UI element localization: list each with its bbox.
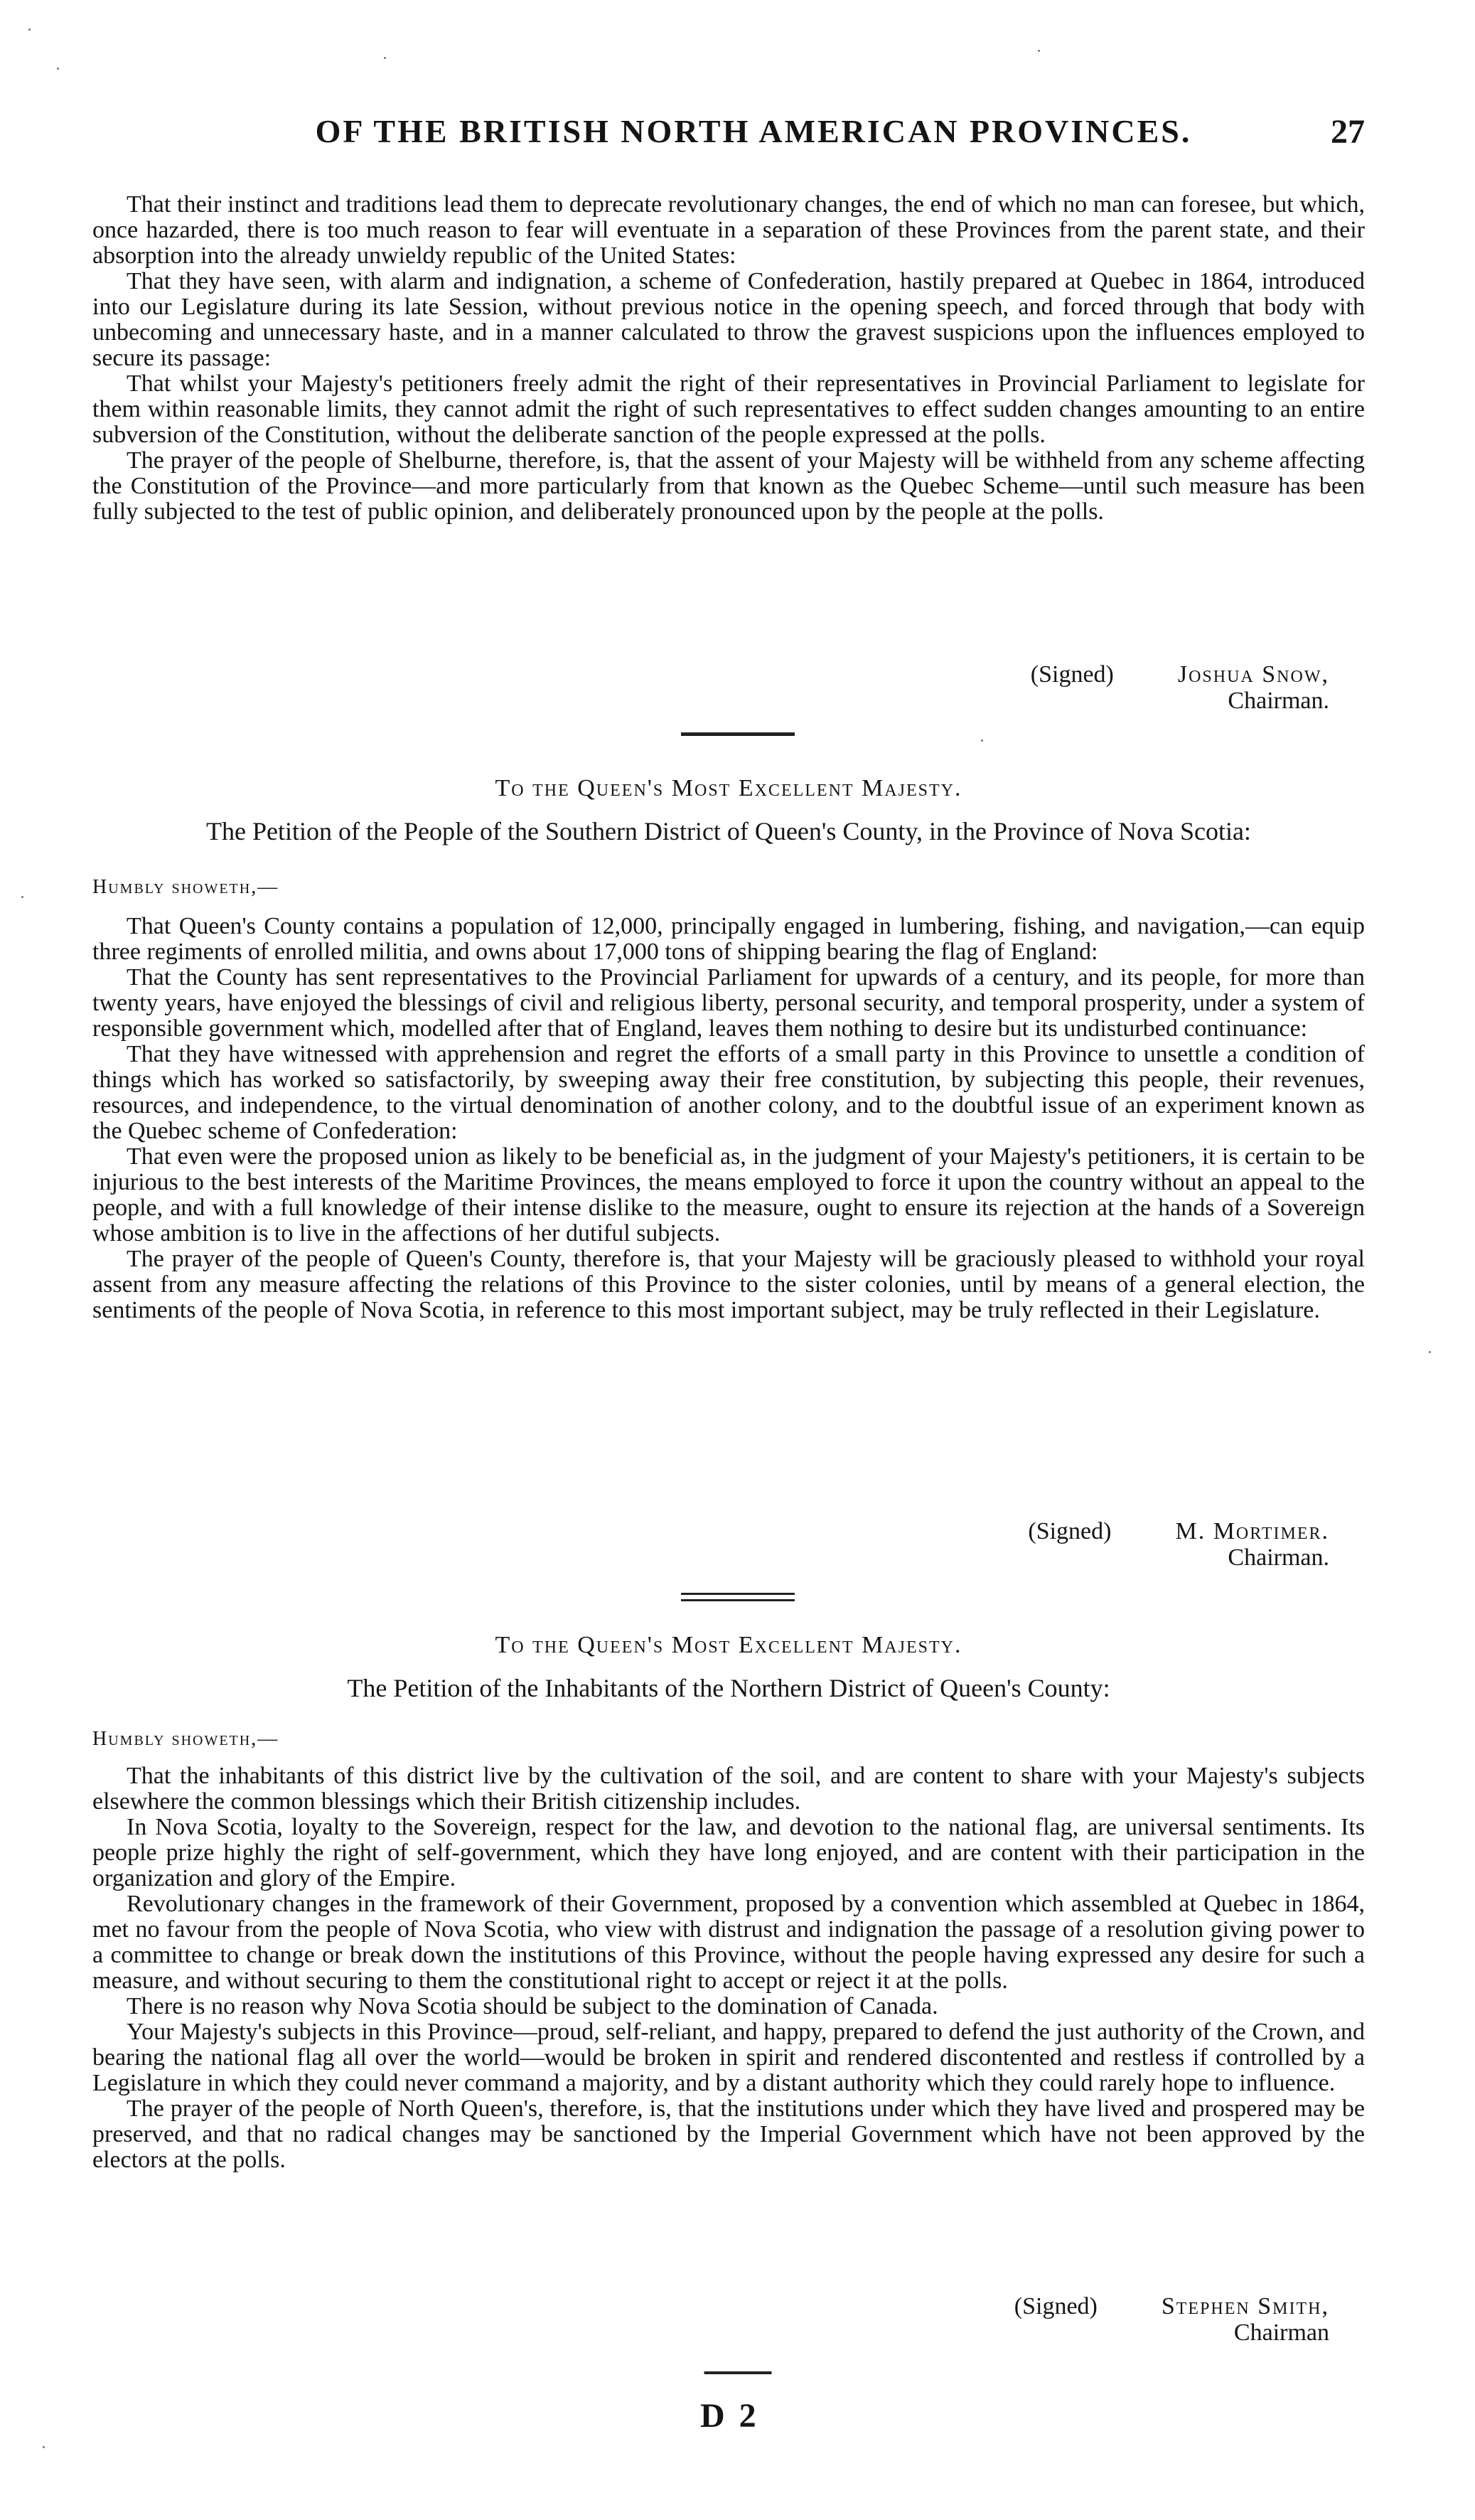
paragraph: The prayer of the people of North Queen's, therefore, is, that the institutions under which they have lived and prospered may be preserved, and that no radical changes may be sanctioned by the Imperial Government which have not been approved by the electors at the polls.: [92, 2095, 1365, 2174]
section-rule: [681, 732, 795, 736]
paragraph: That even were the proposed union as likely to be beneficial as, in the judgment of your Majesty's petitioners, it is certain to be injurious to the best interests of the Maritime Provinces, the means employed to force it upon the country without an appeal to the people, and with a full knowledge of their intense dislike to the measure, ought to ensure its rejection at the hands of a Sovereign whose ambition is to live in the affections of her dutiful subjects.: [92, 1143, 1365, 1247]
southern-showeth: Humbly showeth,—: [92, 876, 279, 898]
signed-label: (Signed): [1028, 1518, 1112, 1544]
scan-speck: [384, 57, 386, 59]
signer-role: Chairman.: [1228, 1544, 1329, 1571]
scan-speck: [57, 68, 59, 70]
northern-petition-body: [92, 1763, 1365, 2174]
scan-speck: [981, 740, 983, 742]
signer-role: Chairman.: [1228, 688, 1329, 715]
scan-speck: [21, 896, 23, 898]
scan-speck: [1429, 1351, 1431, 1353]
paragraph: Your Majesty's subjects in this Province—proud, self-reliant, and happy, prepared to defend the just authority of the Crown, and bearing the national flag all over the world—would be broken in spirit and rendered discontented and restless if controlled by a Legislature in which they could never command a majority, and by a distant authority which they could rarely hope to influence.: [92, 2019, 1365, 2097]
northern-showeth: Humbly showeth,—: [92, 1728, 279, 1750]
paragraph: That whilst your Majesty's petitioners freely admit the right of their representatives in Provincial Parliament to legislate for them within reasonable limits, they cannot admit the right of such representatives to effect sudden changes amounting to an entire subversion of the Constitution, without the deliberate sanction of the people expressed at the polls.: [92, 370, 1365, 449]
signed-label: (Signed): [1014, 2293, 1098, 2319]
signer-name: Stephen Smith,: [1161, 2293, 1329, 2319]
northern-petition-title: The Petition of the Inhabitants of the Northern District of Queen's County:: [347, 1674, 1110, 1702]
running-head: OF THE BRITISH NORTH AMERICAN PROVINCES.: [315, 113, 1192, 149]
paragraph: That the County has sent representatives to the Provincial Parliament for upwards of a century, and its people, for more than twenty years, have enjoyed the blessings of civil and religious liberty, personal security, and temporal prosperity, under a system of responsible government which, modelled after that of England, leaves them nothing to desire but its undisturbed continuance:: [92, 964, 1365, 1042]
northern-petition-heading: To the Queen's Most Excellent Majesty.: [495, 1632, 962, 1658]
shelburne-signature: [1031, 661, 1329, 715]
shelburne-petition-body: [92, 192, 1365, 525]
paragraph: The prayer of the people of Shelburne, therefore, is, that the assent of your Majesty will be withheld from any scheme affecting the Constitution of the Province—and more particularly from that known as the Quebec Scheme—until such measure has been fully subjected to the test of public opinion, and deliberately pronounced upon by the people at the polls.: [92, 447, 1365, 525]
northern-signature: [1014, 2293, 1329, 2347]
page-header: [142, 112, 1365, 162]
paragraph: Revolutionary changes in the framework of their Government, proposed by a convention which assembled at Quebec in 1864, met no favour from the people of Nova Scotia, who view with distrust and indignation the passage of a resolution giving power to a committee to change or break down the institutions of this Province, without the people having expressed any desire for such a measure, and without securing to them the constitutional right to accept or reject it at the polls.: [92, 1891, 1365, 1995]
paragraph: That they have witnessed with apprehension and regret the efforts of a small party in this Province to unsettle a condition of things which has worked so satisfactorily, by sweeping away their free constitution, by subjecting this people, their revenues, resources, and independence, to the virtual denomination of another colony, and to the doubtful issue of an experiment known as the Quebec scheme of Confederation:: [92, 1041, 1365, 1145]
signature-mark: D 2: [700, 2397, 759, 2435]
scan-speck: [1038, 50, 1040, 52]
paragraph: That they have seen, with alarm and indignation, a scheme of Confederation, hastily prepared at Quebec in 1864, introduced into our Legislature during its late Session, without previous notice in the opening speech, and forced through that body with unbecoming and unnecessary haste, and in a manner calculated to throw the gravest suspicions upon the influences employed to secure its passage:: [92, 268, 1365, 372]
scan-speck: [43, 2446, 45, 2448]
footer-rule: [704, 2371, 771, 2374]
southern-petition-heading: To the Queen's Most Excellent Majesty.: [495, 775, 962, 801]
southern-petition-title: The Petition of the People of the Southern District of Queen's County, in the Province of Nova Scotia:: [206, 817, 1251, 845]
southern-signature: [1028, 1518, 1329, 1571]
paragraph: The prayer of the people of Queen's County, therefore is, that your Majesty will be graciously pleased to withhold your royal assent from any measure affecting the relations of this Province to the sister colonies, until by means of a general election, the sentiments of the people of Nova Scotia, in reference to this most important subject, may be truly reflected in their Legislature.: [92, 1246, 1365, 1324]
section-rule: [681, 1593, 795, 1601]
signer-name: M. Mortimer.: [1175, 1518, 1329, 1544]
signer-name: Joshua Snow,: [1177, 661, 1329, 688]
page-number: 27: [1331, 113, 1365, 151]
paragraph: That Queen's County contains a population of 12,000, principally engaged in lumbering, fishing, and navigation,—can equip three regiments of enrolled militia, and owns about 17,000 tons of shipping bearing the flag of England:: [92, 913, 1365, 966]
signer-role: Chairman: [1233, 2319, 1329, 2347]
paragraph: There is no reason why Nova Scotia should be subject to the domination of Canada.: [127, 1993, 938, 2020]
southern-petition-body: [92, 914, 1365, 1324]
scan-speck: [28, 28, 31, 31]
paragraph: That their instinct and traditions lead them to deprecate revolutionary changes, the end of which no man can foresee, but which, once hazarded, there is too much reason to fear will eventuate in a separation of these Provinces from the parent state, and their absorption into the already unwieldy republic of the United States:: [92, 191, 1365, 269]
signed-label: (Signed): [1030, 661, 1114, 688]
paragraph: In Nova Scotia, loyalty to the Sovereign, respect for the law, and devotion to the national flag, are universal sentiments. Its people prize highly the right of self-government, which they have long enjoyed, and are content with their participation in the organization and glory of the Empire.: [92, 1814, 1365, 1892]
paragraph: That the inhabitants of this district live by the cultivation of the soil, and are content to share with your Majesty's subjects elsewhere the common blessings which their British citizenship includes.: [92, 1763, 1365, 1815]
